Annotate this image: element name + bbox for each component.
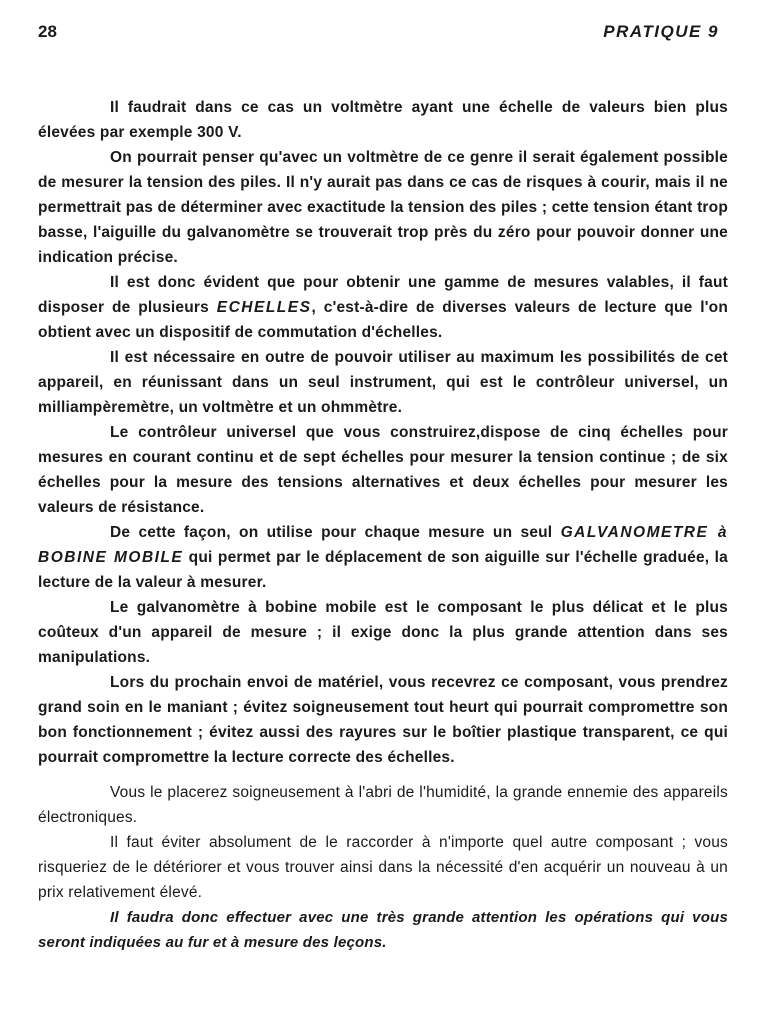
- paragraph-7: Le galvanomètre à bobine mobile est le composant le plus délicat et le plus coûteux d'un appareil de mesure ; il exige donc la plus grande attention dans ses manipulations.: [38, 599, 728, 666]
- paragraph-4: Il est nécessaire en outre de pouvoir utiliser au maximum les possibilités de cet appareil, en réunissant dans un seul instrument, qui est le contrôleur universel, un milliampèremètre, un voltmètre et un ohmmètre.: [38, 349, 728, 416]
- page-header: [38, 22, 721, 46]
- paragraph-6-after: qui permet par le déplacement de son aiguille sur l'échelle graduée, la lecture de la valeur à mesurer.: [38, 549, 728, 591]
- running-head: PRATIQUE 9: [603, 22, 719, 41]
- paragraph-3-before: Il est donc évident que pour obtenir une gamme de mesures valables, il faut disposer de plusieurs: [38, 274, 728, 316]
- page-number: 28: [38, 22, 57, 41]
- paragraph-5: Le contrôleur universel que vous construirez,dispose de cinq échelles pour mesures en courant continu et de sept échelles pour mesurer la tension continue ; de six échelles pour la mesure des tensions alternatives et deux échelles pour mesurer les valeurs de résistance.: [38, 424, 728, 516]
- paragraph-9: Vous le placerez soigneusement à l'abri de l'humidité, la grande ennemie des appareils électroniques.: [38, 784, 728, 826]
- paragraph-2: On pourrait penser qu'avec un voltmètre de ce genre il serait également possible de mesurer la tension des piles. Il n'y aurait pas dans ce cas de risques à courir, mais il ne permettrait pas de déterminer avec exactitude la tension des piles ; cette tension étant trop basse, l'aiguille du galvanomètre se trouverait trop près du zéro pour pouvoir donner une indication précise.: [38, 149, 728, 266]
- paragraph-8: Lors du prochain envoi de matériel, vous recevrez ce composant, vous prendrez grand soin en le maniant ; évitez soigneusement tout heurt qui pourrait compromettre son bon fonctionnement ; évitez aussi des rayures sur le boîtier plastique transparent, ce qui pourrait compromettre la lecture correcte des échelles.: [38, 674, 728, 766]
- paragraph-3-after: , c'est-à-dire de diverses valeurs de lecture que l'on obtient avec un dispositif de commutation d'échelles.: [38, 299, 729, 341]
- term-galvanometre: GALVANOMETRE à BOBINE MOBILE: [38, 524, 729, 566]
- paragraph-6-before: De cette façon, on utilise pour chaque mesure un seul: [110, 524, 561, 541]
- paragraph-1: Il faudrait dans ce cas un voltmètre ayant une échelle de valeurs bien plus élevées par exemple 300 V.: [38, 99, 728, 141]
- paragraph-11: Il faudra donc effectuer avec une très grande attention les opérations qui vous seront indiquées au fur et à mesure des leçons.: [38, 909, 728, 951]
- paragraph-6: [38, 520, 728, 595]
- paragraph-10: Il faut éviter absolument de le raccorder à n'importe quel autre composant ; vous risqueriez de le détériorer et vous trouver ainsi dans la nécessité d'en acquérir un nouveau à un prix relativement élevé.: [38, 834, 728, 901]
- term-echelles: ECHELLES: [216, 299, 312, 316]
- paragraph-3: [38, 270, 728, 345]
- body-text: [38, 95, 728, 955]
